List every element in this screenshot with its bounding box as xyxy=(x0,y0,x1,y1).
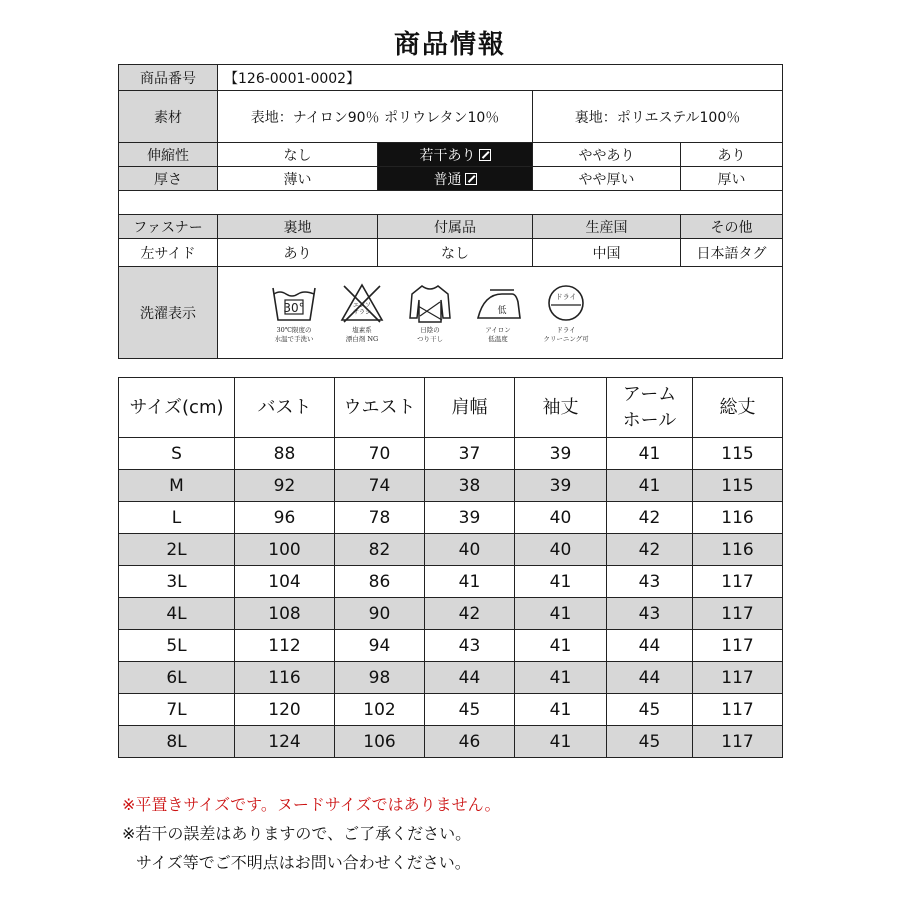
size-value-cell: 41 xyxy=(515,598,607,630)
size-value-cell: 117 xyxy=(693,630,783,662)
care-item xyxy=(532,282,600,344)
handwash-30-icon xyxy=(270,282,318,324)
size-value-cell: 86 xyxy=(335,566,425,598)
table-row xyxy=(119,470,783,502)
iron-low-icon xyxy=(474,282,522,324)
size-value-cell: 104 xyxy=(235,566,335,598)
thickness-option-selected: 普通 xyxy=(378,167,533,191)
size-value-cell: 112 xyxy=(235,630,335,662)
size-value-cell: 96 xyxy=(235,502,335,534)
size-value-cell: 41 xyxy=(607,470,693,502)
care-symbols xyxy=(218,267,783,359)
size-value-cell: 38 xyxy=(425,470,515,502)
size-label-cell: 8L xyxy=(119,726,235,758)
size-value-cell: 74 xyxy=(335,470,425,502)
size-header-cell: 肩幅 xyxy=(425,378,515,438)
size-value-cell: 41 xyxy=(425,566,515,598)
size-label-cell: 6L xyxy=(119,662,235,694)
size-value-cell: 117 xyxy=(693,566,783,598)
size-value-cell: 45 xyxy=(607,726,693,758)
size-value-cell: 116 xyxy=(693,502,783,534)
size-table xyxy=(118,377,783,758)
size-value-cell: 43 xyxy=(607,566,693,598)
table-row xyxy=(119,662,783,694)
size-value-cell: 100 xyxy=(235,534,335,566)
care-caption: 塩素系 漂白剤 NG xyxy=(345,325,379,343)
size-label-cell: 2L xyxy=(119,534,235,566)
origin-value: 中国 xyxy=(533,239,681,267)
care-item xyxy=(396,282,464,344)
table-row xyxy=(119,598,783,630)
stretch-label: 伸縮性 xyxy=(119,143,218,167)
note-tolerance: ※若干の誤差はありますので、ご了承ください。 xyxy=(122,824,472,843)
table-row xyxy=(119,534,783,566)
product-no-label: 商品番号 xyxy=(119,65,218,91)
notes xyxy=(122,790,501,877)
stretch-option: ややあり xyxy=(533,143,681,167)
size-value-cell: 94 xyxy=(335,630,425,662)
care-item xyxy=(328,282,396,344)
care-label: 洗濯表示 xyxy=(119,267,218,359)
no-bleach-icon xyxy=(338,282,386,324)
care-item xyxy=(464,282,532,344)
product-no-value: 【126-0001-0002】 xyxy=(218,65,783,91)
table-row xyxy=(119,438,783,470)
svg-text:30°: 30° xyxy=(283,300,305,315)
table-row xyxy=(119,630,783,662)
size-value-cell: 88 xyxy=(235,438,335,470)
material-label: 素材 xyxy=(119,91,218,143)
note-flat-size: ※平置きサイズです。ヌードサイズではありません。 xyxy=(122,795,501,814)
size-label-cell: 7L xyxy=(119,694,235,726)
size-value-cell: 116 xyxy=(235,662,335,694)
size-value-cell: 40 xyxy=(425,534,515,566)
other-header: その他 xyxy=(681,215,783,239)
table-row xyxy=(119,694,783,726)
svg-text:エンソ: エンソ xyxy=(352,301,372,309)
size-value-cell: 43 xyxy=(425,630,515,662)
size-value-cell: 37 xyxy=(425,438,515,470)
size-value-cell: 116 xyxy=(693,534,783,566)
dry-clean-icon xyxy=(542,282,590,324)
size-value-cell: 42 xyxy=(607,502,693,534)
size-value-cell: 117 xyxy=(693,662,783,694)
svg-text:ドライ: ドライ xyxy=(555,292,577,301)
lining-header: 裏地 xyxy=(218,215,378,239)
care-caption: 30℃限度の 水温で手洗い xyxy=(274,325,314,343)
page-title: 商品情報 xyxy=(393,30,506,60)
size-value-cell: 42 xyxy=(607,534,693,566)
stretch-option: あり xyxy=(681,143,783,167)
size-label-cell: 3L xyxy=(119,566,235,598)
size-value-cell: 98 xyxy=(335,662,425,694)
size-value-cell: 42 xyxy=(425,598,515,630)
size-value-cell: 78 xyxy=(335,502,425,534)
shade-hang-dry-icon xyxy=(406,282,454,324)
svg-text:サラシ: サラシ xyxy=(352,308,372,316)
size-value-cell: 41 xyxy=(607,438,693,470)
size-value-cell: 45 xyxy=(607,694,693,726)
size-value-cell: 70 xyxy=(335,438,425,470)
size-value-cell: 102 xyxy=(335,694,425,726)
size-value-cell: 44 xyxy=(607,630,693,662)
stretch-option: なし xyxy=(218,143,378,167)
size-header-cell: サイズ(cm) xyxy=(119,378,235,438)
size-value-cell: 41 xyxy=(515,630,607,662)
size-value-cell: 115 xyxy=(693,438,783,470)
size-value-cell: 41 xyxy=(515,694,607,726)
size-header-cell: ウエスト xyxy=(335,378,425,438)
size-value-cell: 124 xyxy=(235,726,335,758)
care-item xyxy=(260,282,328,344)
zipper-value: 左サイド xyxy=(119,239,218,267)
care-caption: ドライ クリーニング可 xyxy=(543,325,589,343)
product-info-table xyxy=(118,64,783,359)
table-row xyxy=(119,726,783,758)
size-value-cell: 82 xyxy=(335,534,425,566)
size-header-cell: 総丈 xyxy=(693,378,783,438)
size-label-cell: 5L xyxy=(119,630,235,662)
stretch-option-selected: 若干あり xyxy=(378,143,533,167)
material-lining: 裏地：ポリエステル100％ xyxy=(533,91,783,143)
spacer-row xyxy=(119,191,783,215)
size-value-cell: 46 xyxy=(425,726,515,758)
size-value-cell: 106 xyxy=(335,726,425,758)
size-value-cell: 39 xyxy=(515,470,607,502)
other-value: 日本語タグ xyxy=(681,239,783,267)
size-value-cell: 39 xyxy=(425,502,515,534)
size-value-cell: 108 xyxy=(235,598,335,630)
table-row xyxy=(119,502,783,534)
size-value-cell: 44 xyxy=(425,662,515,694)
size-value-cell: 92 xyxy=(235,470,335,502)
size-label-cell: M xyxy=(119,470,235,502)
thickness-option: やや厚い xyxy=(533,167,681,191)
size-table-header xyxy=(119,378,783,438)
size-value-cell: 45 xyxy=(425,694,515,726)
size-header-cell: バスト xyxy=(235,378,335,438)
size-label-cell: S xyxy=(119,438,235,470)
size-value-cell: 117 xyxy=(693,598,783,630)
accessories-header: 付属品 xyxy=(378,215,533,239)
table-row xyxy=(119,566,783,598)
size-value-cell: 115 xyxy=(693,470,783,502)
note-contact: サイズ等でご不明点はお問い合わせください。 xyxy=(136,853,471,872)
checkbox-icon xyxy=(465,173,477,185)
size-label-cell: L xyxy=(119,502,235,534)
size-header-cell: 袖丈 xyxy=(515,378,607,438)
size-value-cell: 44 xyxy=(607,662,693,694)
thickness-option: 厚い xyxy=(681,167,783,191)
size-value-cell: 117 xyxy=(693,726,783,758)
size-value-cell: 117 xyxy=(693,694,783,726)
size-value-cell: 40 xyxy=(515,534,607,566)
material-outer: 表地：ナイロン90％ ポリウレタン10％ xyxy=(218,91,533,143)
thickness-label: 厚さ xyxy=(119,167,218,191)
size-value-cell: 41 xyxy=(515,662,607,694)
thickness-option: 薄い xyxy=(218,167,378,191)
size-value-cell: 41 xyxy=(515,726,607,758)
size-value-cell: 120 xyxy=(235,694,335,726)
size-value-cell: 39 xyxy=(515,438,607,470)
care-caption: 日陰の つり干し xyxy=(417,325,443,343)
svg-text:低: 低 xyxy=(497,305,507,316)
size-value-cell: 41 xyxy=(515,566,607,598)
zipper-header: ファスナー xyxy=(119,215,218,239)
care-caption: アイロン 低温度 xyxy=(485,325,511,343)
lining-value: あり xyxy=(218,239,378,267)
accessories-value: なし xyxy=(378,239,533,267)
origin-header: 生産国 xyxy=(533,215,681,239)
size-value-cell: 90 xyxy=(335,598,425,630)
size-label-cell: 4L xyxy=(119,598,235,630)
size-header-cell: アーム ホール xyxy=(607,378,693,438)
size-value-cell: 40 xyxy=(515,502,607,534)
size-value-cell: 43 xyxy=(607,598,693,630)
checkbox-icon xyxy=(479,149,491,161)
